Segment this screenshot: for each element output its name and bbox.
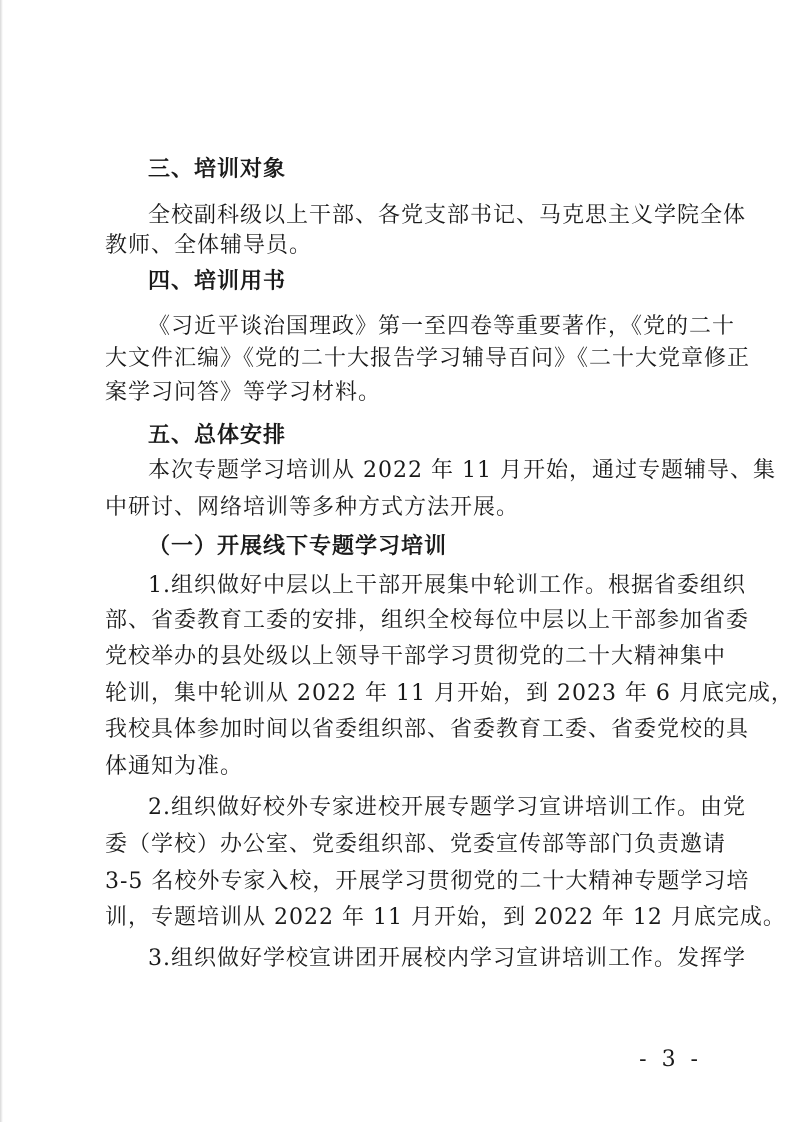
page-number: - 3 - <box>639 1047 702 1072</box>
paragraph-line: 体通知为准。 <box>105 754 244 779</box>
section-heading-training-books: 四、培训用书 <box>148 269 287 294</box>
paragraph-line: 党校举办的县处级以上领导干部学习贯彻党的二十大精神集中 <box>105 644 727 669</box>
paragraph-line: 训，专题培训从 2022 年 11 月开始，到 2022 年 12 月底完成。 <box>105 905 786 930</box>
paragraph-line: 教师、全体辅导员。 <box>105 233 313 258</box>
section-heading-training-targets: 三、培训对象 <box>148 157 287 182</box>
paragraph-line: 案学习问答》等学习材料。 <box>105 380 382 405</box>
subsection-heading-offline-training: （一）开展线下专题学习培训 <box>148 534 448 559</box>
paragraph-line: 3-5 名校外专家入校，开展学习贯彻党的二十大精神专题学习培 <box>105 869 750 894</box>
paragraph-line: 部、省委教育工委的安排，组织全校每位中层以上干部参加省委 <box>105 608 750 633</box>
paragraph-line: 中研讨、网络培训等多种方式方法开展。 <box>105 495 520 520</box>
paragraph-line: 全校副科级以上干部、各党支部书记、马克思主义学院全体 <box>148 203 747 228</box>
section-heading-overall-arrangement: 五、总体安排 <box>148 423 287 448</box>
paragraph-line: 本次专题学习培训从 2022 年 11 月开始，通过专题辅导、集 <box>148 458 776 483</box>
paragraph-line: 《习近平谈治国理政》第一至四卷等重要著作，《党的二十 <box>148 314 736 339</box>
scan-edge <box>0 0 3 1122</box>
paragraph-line: 委（学校）办公室、党委组织部、党委宣传部等部门负责邀请 <box>105 832 727 857</box>
paragraph-line: 大文件汇编》《党的二十大报告学习辅导百问》《二十大党章修正 <box>105 346 751 371</box>
paragraph-line: 2.组织做好校外专家进校开展专题学习宣讲培训工作。由党 <box>148 795 746 820</box>
paragraph-line: 3.组织做好学校宣讲团开展校内学习宣讲培训工作。发挥学 <box>148 946 746 971</box>
paragraph-line: 我校具体参加时间以省委组织部、省委教育工委、省委党校的具 <box>105 717 750 742</box>
paragraph-line: 轮训，集中轮训从 2022 年 11 月开始，到 2023 年 6 月底完成， <box>105 681 794 706</box>
paragraph-line: 1.组织做好中层以上干部开展集中轮训工作。根据省委组织 <box>148 573 746 598</box>
